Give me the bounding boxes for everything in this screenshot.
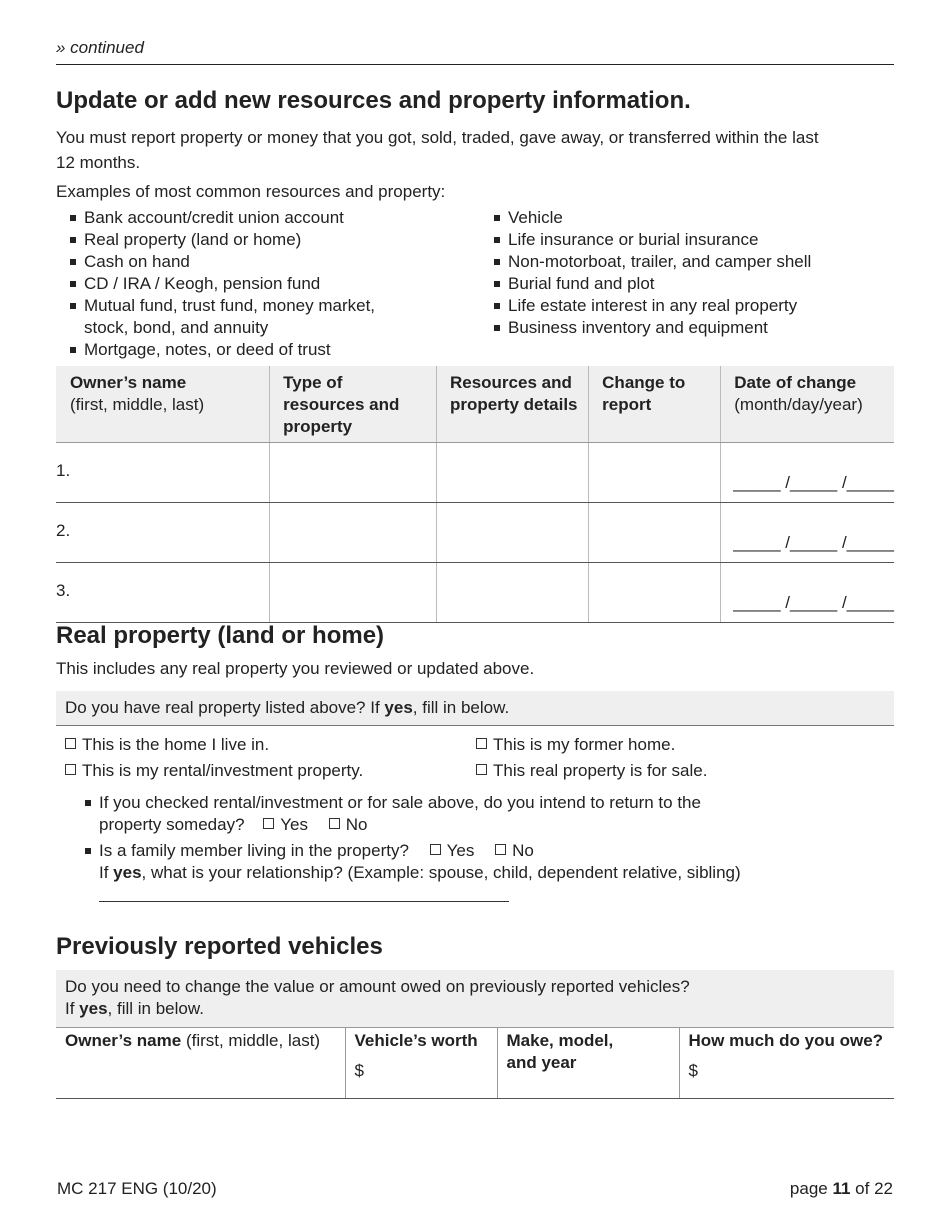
table-row bbox=[56, 563, 894, 623]
row-number: 2. bbox=[56, 521, 71, 540]
table-row bbox=[56, 443, 894, 503]
checkbox-icon[interactable] bbox=[476, 764, 487, 775]
family-no-checkbox[interactable]: No bbox=[495, 841, 534, 860]
list-item: CD / IRA / Keogh, pension fund bbox=[70, 273, 430, 295]
vehicles-table bbox=[56, 1027, 894, 1099]
date-blank: _____ /_____ /_____ bbox=[733, 473, 894, 492]
checkbox-rental-investment[interactable]: This is my rental/investment property. bbox=[65, 760, 363, 782]
col-date-of-change: Date of change (month/day/year) bbox=[721, 366, 894, 443]
owner-name-cell[interactable] bbox=[56, 563, 270, 623]
change-cell[interactable] bbox=[589, 443, 721, 503]
continued-label: » continued bbox=[56, 38, 144, 57]
date-blank: _____ /_____ /_____ bbox=[733, 533, 894, 552]
form-id: MC 217 ENG (10/20) bbox=[57, 1179, 217, 1198]
examples-list-left bbox=[70, 207, 430, 361]
row-number: 3. bbox=[56, 581, 71, 600]
section-title-resources: Update or add new resources and property information. bbox=[56, 87, 691, 114]
resource-details-cell[interactable] bbox=[436, 503, 588, 563]
resource-type-cell[interactable] bbox=[270, 503, 437, 563]
resource-details-cell[interactable] bbox=[436, 443, 588, 503]
owner-name-cell[interactable] bbox=[56, 443, 270, 503]
date-cell[interactable] bbox=[721, 503, 894, 563]
list-item: Bank account/credit union account bbox=[70, 207, 430, 229]
return-question: If you checked rental/investment or for sale above, do you intend to return to the property someday? Yes No bbox=[85, 792, 885, 836]
vehicle-worth-cell[interactable]: Vehicle’s worth $ bbox=[345, 1028, 497, 1099]
list-item: Cash on hand bbox=[70, 251, 430, 273]
list-item: Vehicle bbox=[494, 207, 894, 229]
examples-label: Examples of most common resources and property: bbox=[56, 182, 446, 201]
col-owner-name: Owner’s name (first, middle, last) bbox=[56, 366, 270, 443]
real-property-questions bbox=[85, 792, 885, 884]
checkbox-icon[interactable] bbox=[476, 738, 487, 749]
date-blank: _____ /_____ /_____ bbox=[733, 593, 894, 612]
return-no-checkbox[interactable]: No bbox=[329, 815, 368, 834]
checkbox-icon[interactable] bbox=[65, 764, 76, 775]
date-cell[interactable] bbox=[721, 443, 894, 503]
vehicles-question: Do you need to change the value or amount owed on previously reported vehicles? If yes, fill in below. bbox=[56, 970, 894, 1027]
list-item: Business inventory and equipment bbox=[494, 317, 894, 339]
list-item: Mortgage, notes, or deed of trust bbox=[70, 339, 430, 361]
real-property-intro: This includes any real property you reviewed or updated above. bbox=[56, 659, 535, 678]
family-yes-checkbox[interactable]: Yes bbox=[430, 841, 475, 860]
row-number: 1. bbox=[56, 461, 71, 480]
section-title-vehicles: Previously reported vehicles bbox=[56, 933, 383, 960]
change-cell[interactable] bbox=[589, 503, 721, 563]
vehicle-make-cell[interactable]: Make, model, and year bbox=[497, 1028, 679, 1099]
resource-type-cell[interactable] bbox=[270, 443, 437, 503]
table-row bbox=[56, 503, 894, 563]
relationship-answer-line[interactable] bbox=[99, 901, 509, 902]
list-item: Mutual fund, trust fund, money market, stock, bond, and annuity bbox=[70, 295, 404, 339]
list-item: Non-motorboat, trailer, and camper shell bbox=[494, 251, 894, 273]
table-header-row bbox=[56, 366, 894, 443]
list-item: Real property (land or home) bbox=[70, 229, 430, 251]
list-item: Burial fund and plot bbox=[494, 273, 894, 295]
vehicle-owner-cell[interactable]: Owner’s name (first, middle, last) bbox=[56, 1028, 345, 1099]
top-divider bbox=[56, 64, 894, 65]
section-title-real-property: Real property (land or home) bbox=[56, 622, 385, 649]
checkbox-former-home[interactable]: This is my former home. bbox=[476, 734, 675, 756]
checkbox-home-i-live-in[interactable]: This is the home I live in. bbox=[65, 734, 269, 756]
resources-table bbox=[56, 366, 894, 623]
owner-name-cell[interactable] bbox=[56, 503, 270, 563]
col-resource-type: Type of resources and property bbox=[270, 366, 437, 443]
vehicle-owed-cell[interactable]: How much do you owe? $ bbox=[679, 1028, 894, 1099]
return-yes-checkbox[interactable]: Yes bbox=[263, 815, 308, 834]
checkbox-for-sale[interactable]: This real property is for sale. bbox=[476, 760, 707, 782]
change-cell[interactable] bbox=[589, 563, 721, 623]
resource-type-cell[interactable] bbox=[270, 563, 437, 623]
col-change: Change to report bbox=[589, 366, 721, 443]
page-number: page 11 of 22 bbox=[789, 1179, 893, 1198]
resource-details-cell[interactable] bbox=[436, 563, 588, 623]
col-resource-details: Resources and property details bbox=[436, 366, 588, 443]
family-member-question: Is a family member living in the property? Yes No If yes, what is your relationship? (Example: spouse, child, dependent relative, sibling) bbox=[85, 840, 885, 884]
table-row bbox=[56, 1028, 894, 1099]
list-item: Life estate interest in any real property bbox=[494, 295, 894, 317]
examples-list-right bbox=[494, 207, 894, 339]
date-cell[interactable] bbox=[721, 563, 894, 623]
list-item: Life insurance or burial insurance bbox=[494, 229, 894, 251]
real-property-question: Do you have real property listed above? If yes, fill in below. bbox=[56, 691, 894, 726]
checkbox-icon[interactable] bbox=[65, 738, 76, 749]
resources-intro: You must report property or money that you got, sold, traded, gave away, or transferred within the last 12 months. bbox=[56, 128, 819, 172]
